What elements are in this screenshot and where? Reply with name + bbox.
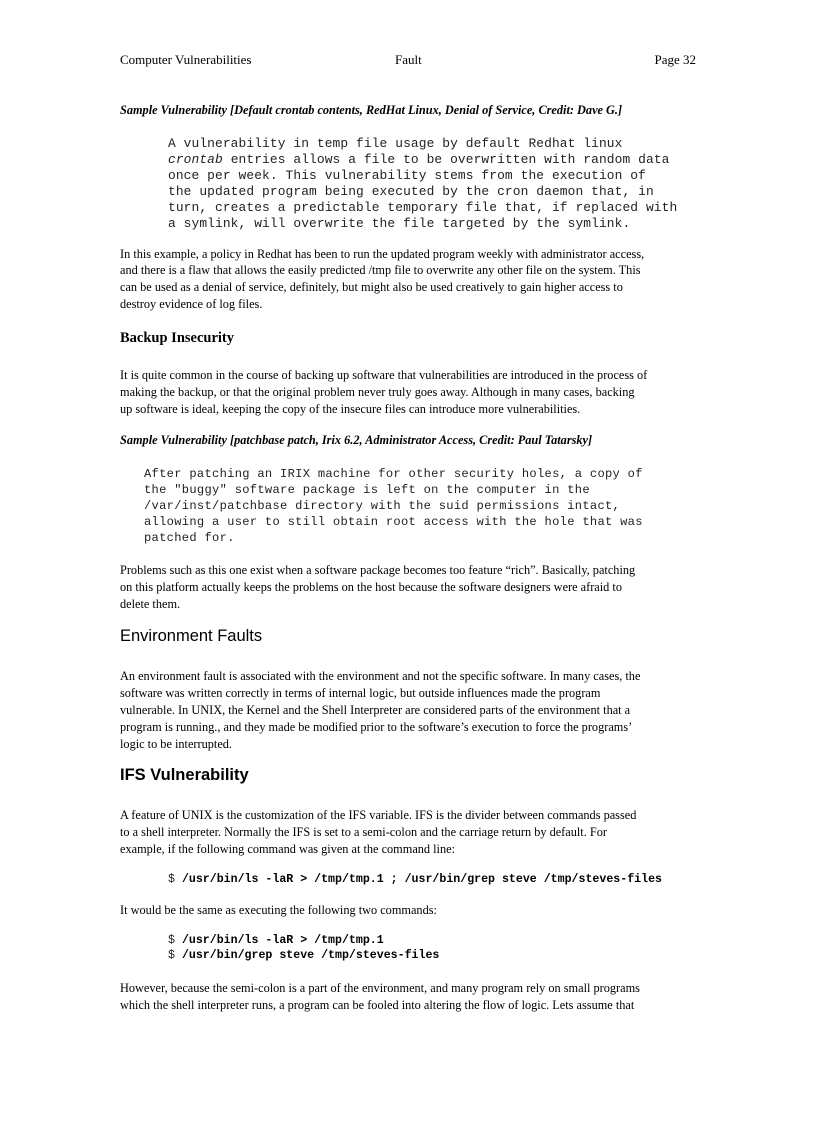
code-line: allowing a user to still obtain root access with the hole that was <box>144 515 643 529</box>
paragraph-line: on this platform actually keeps the problems on the host because the software designers were afraid to <box>120 580 622 594</box>
sample-vulnerability-caption: Sample Vulnerability [patchbase patch, Irix 6.2, Administrator Access, Credit: Paul Tatarsky] <box>120 433 593 447</box>
paragraph-line: to a shell interpreter. Normally the IFS is set to a semi-colon and the carriage return by default. For <box>120 825 607 839</box>
paragraph-line: logic to be interrupted. <box>120 737 233 751</box>
paragraph-line: up software is ideal, keeping the copy of the insecure files can introduce more vulnerabilities. <box>120 402 581 416</box>
code-line: a symlink, will overwrite the file targeted by the symlink. <box>168 216 631 231</box>
code-line: once per week. This vulnerability stems from the execution of <box>168 168 646 183</box>
code-line: After patching an IRIX machine for other security holes, a copy of <box>144 467 643 481</box>
section-heading-backup-insecurity: Backup Insecurity <box>120 330 235 346</box>
paragraph-line: software was written correctly in terms of internal logic, but outside influences made the program <box>120 686 601 700</box>
section-heading-environment-faults: Environment Faults <box>120 627 263 645</box>
paragraph-line: destroy evidence of log files. <box>120 297 263 311</box>
shell-prompt: $ <box>168 934 175 947</box>
paragraph-line: making the backup, or that the original problem never truly goes away. Although in many cases, backing <box>120 385 635 399</box>
code-line: patched for. <box>144 531 235 545</box>
header-page-number: Page 32 <box>654 52 696 67</box>
paragraph-line: example, if the following command was given at the command line: <box>120 842 456 856</box>
code-line: turn, creates a predictable temporary file that, if replaced with <box>168 200 678 215</box>
paragraph-line: It is quite common in the course of backing up software that vulnerabilities are introduced in the process of <box>120 368 648 382</box>
paragraph-line: In this example, a policy in Redhat has been to run the updated program weekly with administrator access, <box>120 247 645 261</box>
paragraph-line: which the shell interpreter runs, a program can be fooled into altering the flow of logic. Lets assume that <box>120 998 635 1012</box>
code-line <box>168 152 670 169</box>
header-section: Fault <box>395 52 422 67</box>
paragraph-line: delete them. <box>120 597 181 611</box>
command-text: /usr/bin/ls -laR > /tmp/tmp.1 <box>181 934 384 947</box>
paragraph-line: can be used as a denial of service, definitely, but might also be used creatively to gain higher access to <box>120 280 623 294</box>
paragraph-line: vulnerable. In UNIX, the Kernel and the Shell Interpreter are considered parts of the environment that a <box>120 703 631 717</box>
command-line <box>168 872 662 887</box>
code-line: the updated program being executed by the cron daemon that, in <box>168 184 654 199</box>
paragraph-line: A feature of UNIX is the customization of the IFS variable. IFS is the divider between commands passed <box>120 808 637 822</box>
command-text: /usr/bin/grep steve /tmp/steves-files <box>181 949 440 962</box>
shell-prompt: $ <box>168 873 175 886</box>
command-line <box>168 933 384 948</box>
crontab-term: crontab <box>168 152 223 167</box>
command-text: /usr/bin/ls -laR > /tmp/tmp.1 ; /usr/bin/grep steve /tmp/steves-files <box>181 873 662 886</box>
sample-vulnerability-caption: Sample Vulnerability [Default crontab contents, RedHat Linux, Denial of Service, Credit: Dave G.] <box>120 103 623 117</box>
code-line: A vulnerability in temp file usage by default Redhat linux <box>168 136 623 151</box>
paragraph-line: program is running., and they made be modified prior to the software’s execution to force the programs’ <box>120 720 633 734</box>
paragraph-line: An environment fault is associated with the environment and not the specific software. In many cases, the <box>120 669 641 683</box>
paragraph-line: and there is a flaw that allows the easily predicted /tmp file to overwrite any other file on the system. This <box>120 263 641 277</box>
code-line-rest: entries allows a file to be overwritten with random data <box>222 152 670 167</box>
header-title: Computer Vulnerabilities <box>120 52 252 67</box>
paragraph-line: Problems such as this one exist when a software package becomes too feature “rich”. Basically, patching <box>120 563 636 577</box>
paragraph-line: It would be the same as executing the following two commands: <box>120 903 437 917</box>
paragraph-line: However, because the semi-colon is a part of the environment, and many program rely on small programs <box>120 981 640 995</box>
code-line: /var/inst/patchbase directory with the suid permissions intact, <box>144 499 621 513</box>
command-line <box>168 948 439 963</box>
section-heading-ifs-vulnerability: IFS Vulnerability <box>120 766 249 784</box>
code-line: the "buggy" software package is left on the computer in the <box>144 483 590 497</box>
shell-prompt: $ <box>168 949 175 962</box>
